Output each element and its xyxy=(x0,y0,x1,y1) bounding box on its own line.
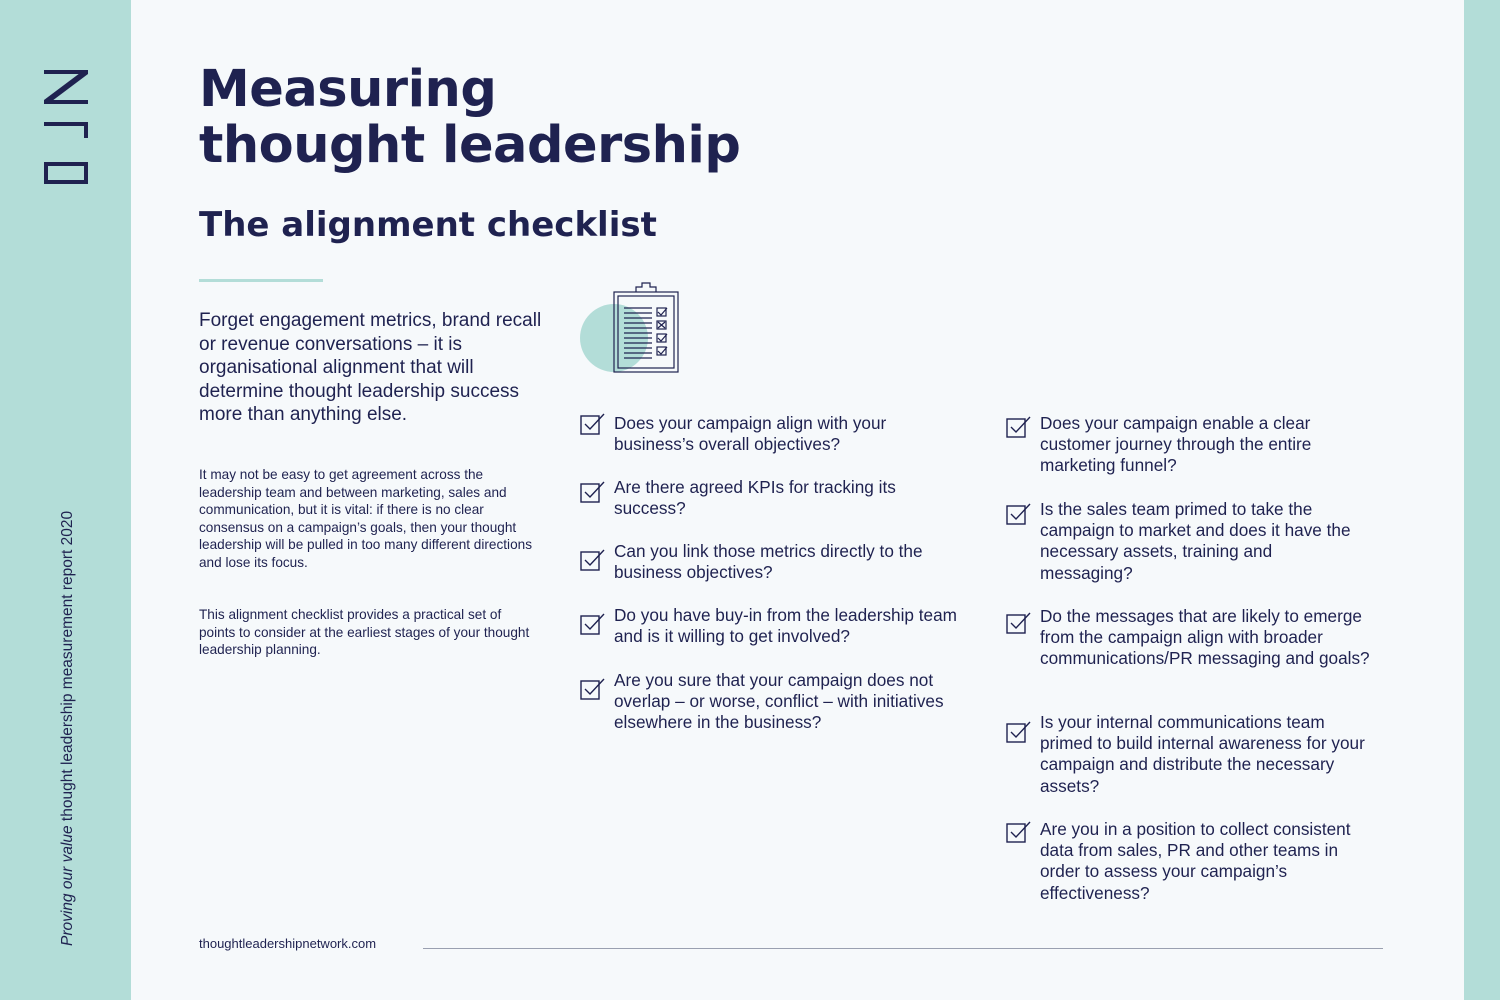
footer-url: thoughtleadershipnetwork.com xyxy=(199,936,377,951)
checkbox-tick-icon xyxy=(580,549,606,571)
clipboard-checklist-icon xyxy=(578,282,682,374)
page-title: Measuring thought leadership xyxy=(199,60,741,175)
title-divider xyxy=(199,279,323,282)
checkbox-tick-icon xyxy=(1006,612,1032,634)
intro-paragraph: It may not be easy to get agreement across the leadership team and between marketing, sales and communication, but it is vital: if there is no clear consensus on a campaign’s goals, then your thought leadership will be pulled in too many different directions and lose its focus. xyxy=(199,467,532,570)
checkbox-tick-icon xyxy=(1006,721,1032,743)
checkbox-tick-icon xyxy=(1006,503,1032,525)
page-subtitle: The alignment checklist xyxy=(199,205,657,245)
checkbox-tick-icon xyxy=(1006,821,1032,843)
intro-lead: Forget engagement metrics, brand recall or revenue conversations – it is organisational alignment that will determine thought leadership success more than anything else. xyxy=(199,310,542,425)
footer-divider xyxy=(423,948,1383,949)
checkbox-tick-icon xyxy=(580,678,606,700)
right-accent-band xyxy=(1464,0,1500,1000)
intro-paragraph: This alignment checklist provides a practical set of points to consider at the earliest stages of your thought leadership planning. xyxy=(199,607,530,658)
checkbox-tick-icon xyxy=(580,413,606,435)
checkbox-tick-icon xyxy=(1006,416,1032,438)
checkbox-tick-icon xyxy=(580,481,606,503)
report-caption: Proving our value thought leadership measurement report 2020 xyxy=(59,510,76,946)
tln-logo xyxy=(44,70,88,184)
checkbox-tick-icon xyxy=(580,613,606,635)
